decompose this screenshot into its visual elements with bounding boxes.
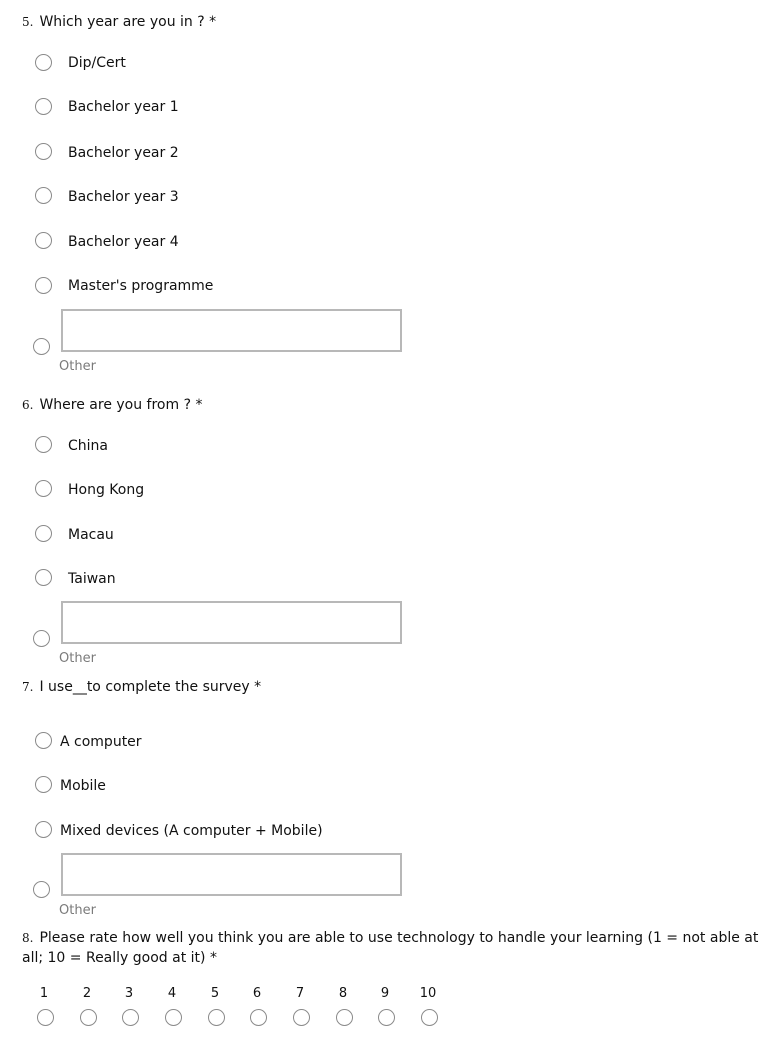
option-label-hong-kong: Hong Kong <box>68 482 145 498</box>
radio-q7-other[interactable] <box>33 881 50 898</box>
q6-other-caption: Other <box>59 651 96 666</box>
option-label-taiwan: Taiwan <box>68 571 116 587</box>
radio-dip-cert[interactable] <box>35 54 52 71</box>
radio-masters-programme[interactable] <box>35 277 52 294</box>
option-label-bachelor-year-2: Bachelor year 2 <box>68 145 179 161</box>
radio-china[interactable] <box>35 436 52 453</box>
scale-label-10: 10 <box>419 986 437 1001</box>
radio-bachelor-year-1[interactable] <box>35 98 52 115</box>
question-5-text: Which year are you in ? * <box>39 14 217 30</box>
question-5-title <box>22 13 216 31</box>
question-8-number: 8. <box>22 931 34 945</box>
scale-radio-8[interactable] <box>336 1009 353 1026</box>
option-label-bachelor-year-4: Bachelor year 4 <box>68 234 179 250</box>
scale-radio-3[interactable] <box>122 1009 139 1026</box>
question-7-title <box>22 678 261 696</box>
scale-label-8: 8 <box>338 986 348 1001</box>
radio-q6-other[interactable] <box>33 630 50 647</box>
radio-taiwan[interactable] <box>35 569 52 586</box>
radio-bachelor-year-2[interactable] <box>35 143 52 160</box>
radio-q5-other[interactable] <box>33 338 50 355</box>
scale-label-1: 1 <box>39 986 49 1001</box>
option-label-masters-programme: Master's programme <box>68 278 214 294</box>
radio-mixed-devices[interactable] <box>35 821 52 838</box>
option-label-china: China <box>68 438 108 454</box>
question-8-text: Please rate how well you think you are able to use technology to handle your learning (1 = not able at all; 10 = Really good at it) * <box>22 930 759 966</box>
q7-other-caption: Other <box>59 903 96 918</box>
question-7-text: I use__to complete the survey * <box>39 679 262 695</box>
question-8-title <box>22 928 772 968</box>
question-7-number: 7. <box>22 680 34 694</box>
question-6-number: 6. <box>22 398 34 412</box>
q6-other-input[interactable] <box>61 601 402 644</box>
option-label-a-computer: A computer <box>60 734 142 750</box>
question-6-title <box>22 396 202 414</box>
scale-radio-5[interactable] <box>208 1009 225 1026</box>
option-label-bachelor-year-1: Bachelor year 1 <box>68 99 179 115</box>
scale-radio-6[interactable] <box>250 1009 267 1026</box>
scale-radio-10[interactable] <box>421 1009 438 1026</box>
scale-label-6: 6 <box>252 986 262 1001</box>
scale-radio-1[interactable] <box>37 1009 54 1026</box>
radio-macau[interactable] <box>35 525 52 542</box>
option-label-mobile: Mobile <box>60 778 106 794</box>
radio-bachelor-year-3[interactable] <box>35 187 52 204</box>
scale-radio-4[interactable] <box>165 1009 182 1026</box>
scale-label-4: 4 <box>167 986 177 1001</box>
q5-other-input[interactable] <box>61 309 402 352</box>
option-label-mixed-devices: Mixed devices (A computer + Mobile) <box>60 823 323 839</box>
option-label-dip-cert: Dip/Cert <box>68 55 126 71</box>
radio-bachelor-year-4[interactable] <box>35 232 52 249</box>
option-label-macau: Macau <box>68 527 114 543</box>
scale-radio-7[interactable] <box>293 1009 310 1026</box>
question-5-number: 5. <box>22 15 34 29</box>
q5-other-caption: Other <box>59 359 96 374</box>
scale-radio-9[interactable] <box>378 1009 395 1026</box>
scale-label-9: 9 <box>380 986 390 1001</box>
radio-mobile[interactable] <box>35 776 52 793</box>
radio-a-computer[interactable] <box>35 732 52 749</box>
question-6-text: Where are you from ? * <box>39 397 203 413</box>
scale-radio-2[interactable] <box>80 1009 97 1026</box>
option-label-bachelor-year-3: Bachelor year 3 <box>68 189 179 205</box>
q7-other-input[interactable] <box>61 853 402 896</box>
scale-label-3: 3 <box>124 986 134 1001</box>
scale-label-5: 5 <box>210 986 220 1001</box>
scale-label-2: 2 <box>82 986 92 1001</box>
radio-hong-kong[interactable] <box>35 480 52 497</box>
scale-label-7: 7 <box>295 986 305 1001</box>
